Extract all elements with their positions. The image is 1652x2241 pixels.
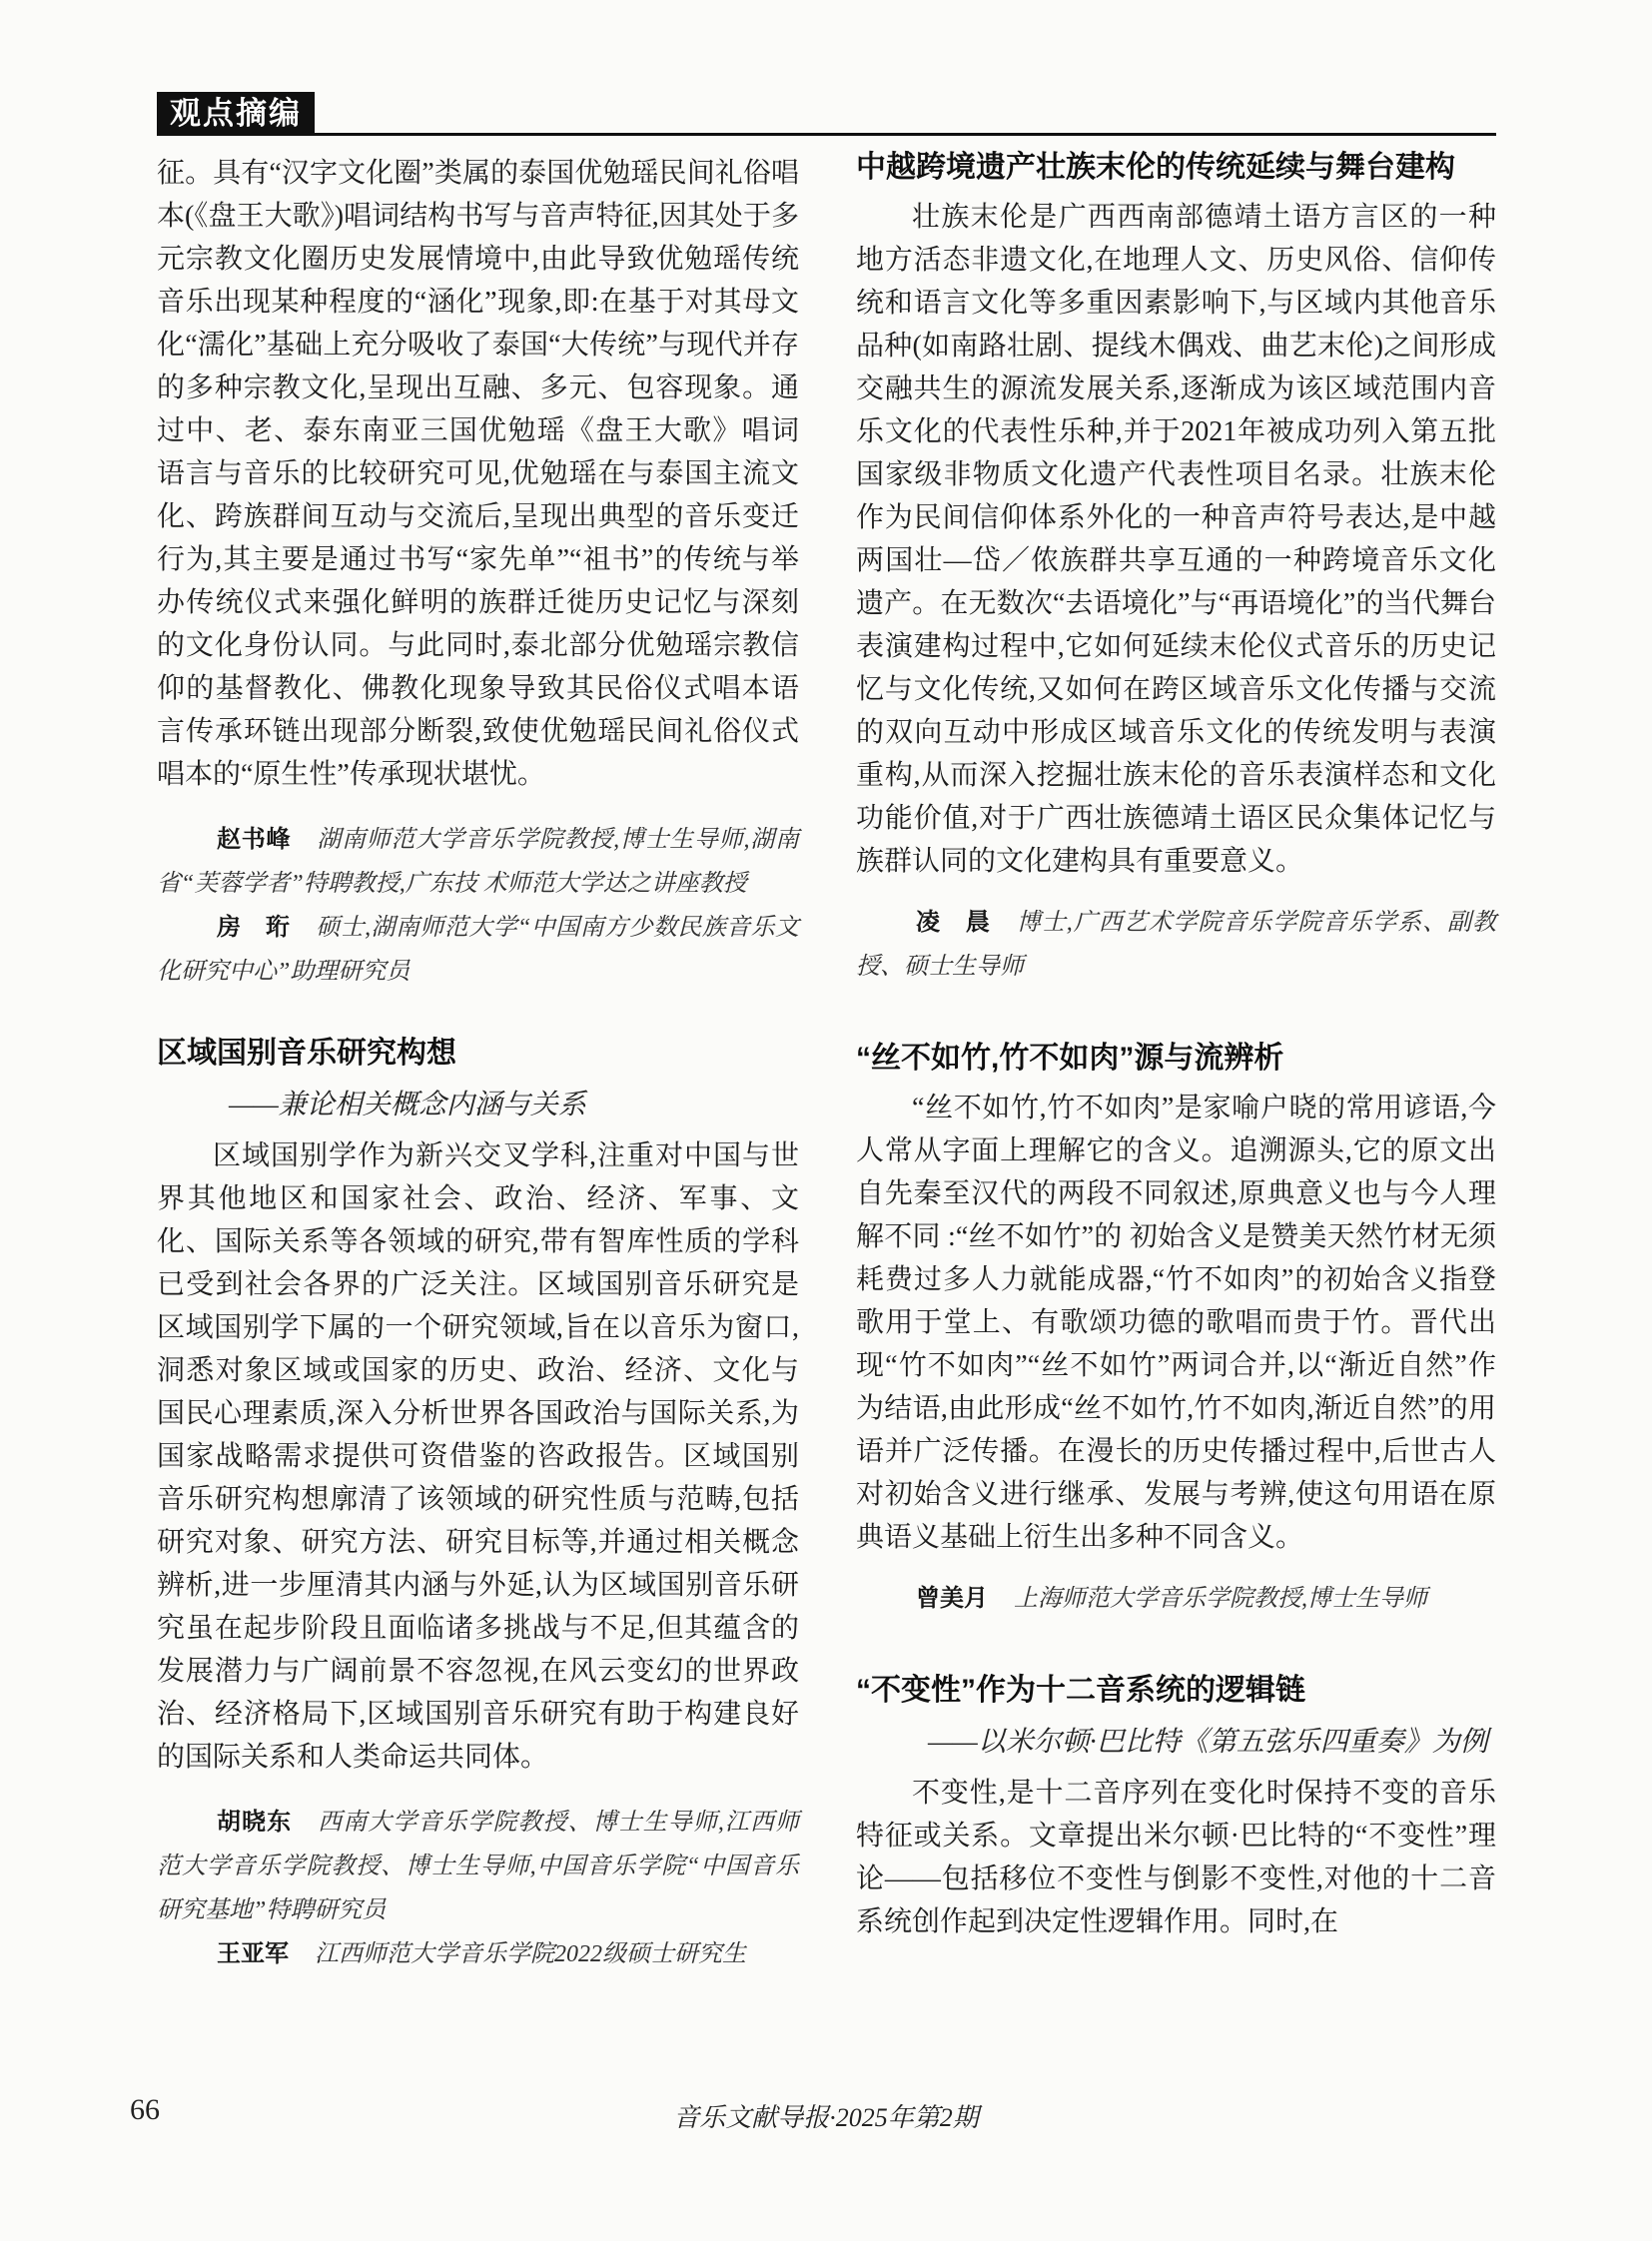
author-affiliation: 上海师范大学音乐学院教授,博士生导师 (1014, 1586, 1427, 1612)
author-affiliation: 硕士,湖南师范大学“中国南方少数民族音乐文化研究中心”助理研究员 (157, 915, 799, 985)
author-name: 房 珩 (217, 914, 291, 941)
left-column (157, 152, 799, 1976)
article-body: 征。具有“汉字文化圈”类属的泰国优勉瑶民间礼俗唱本(《盘王大歌》)唱词结构书写与音声特征,因其处于多元宗教文化圈历史发展情境中,由此导致优勉瑶传统音乐出现某种程度的“涵化”现象,即:在基于对其母文化“濡化”基础上充分吸收了泰国“大传统”与现代并存的多种宗教文化,呈现出互融、多元、包容现象。通过中、老、泰东南亚三国优勉瑶《盘王大歌》唱词语言与音乐的比较研究可见,优勉瑶在与泰国主流文化、跨族群间互动与交流后,呈现出典型的音乐变迁行为,其主要是通过书写“家先单”“祖书”的传统与举办传统仪式来强化鲜明的族群迁徙历史记忆与深刻的文化身份认同。与此同时,泰北部分优勉瑶宗教信仰的基督教化、佛教化现象导致其民俗仪式唱本语言传承环链出现部分断裂,致使优勉瑶民间礼俗仪式唱本的“原生性”传承现状堪忧。 (157, 158, 799, 790)
author-affiliation: 西南大学音乐学院教授、博士生导师,江西师范大学音乐学院教授、博士生导师,中国音乐学院“中国音乐研究基地”特聘研究员 (157, 1810, 800, 1923)
section-badge-label: 观点摘编 (170, 96, 302, 131)
article-subtitle: ——以米尔顿·巴比特《第五弦乐四重奏》为例 (928, 1727, 1488, 1758)
author-name: 赵书峰 (217, 826, 292, 853)
page-number: 66 (130, 2093, 160, 2126)
author-name: 曾美月 (916, 1585, 988, 1612)
author-entry (856, 901, 1496, 989)
author-entry (157, 906, 799, 994)
article-body: 区域国别学作为新兴交叉学科,注重对中国与世界其他地区和国家社会、政治、经济、军事、文化、国际关系等各领域的研究,带有智库性质的学科已受到社会各界的广泛关注。区域国别音乐研究是区域国别学下属的一个研究领域,旨在以音乐为窗口,洞悉对象区域或国家的历史、政治、经济、文化与国民心理素质,深入分析世界各国政治与国际关系,为国家战略需求提供可资借鉴的咨政报告。区域国别音乐研究构想廓清了该领域的研究性质与范畴,包括研究对象、研究方法、研究目标等,并通过相关概念辨析,进一步厘清其内涵与外延,认为区域国别音乐研究虽在起步阶段且面临诸多挑战与不足,但其蕴含的发展潜力与广阔前景不容忽视,在风云变幻的世界政治、经济格局下,区域国别音乐研究有助于构建良好的国际关系和人类命运共同体。 (157, 1140, 799, 1773)
article-title: “丝不如竹,竹不如肉”源与流辨析 (856, 1042, 1284, 1075)
article-body: 壮族末伦是广西西南部德靖土语方言区的一种地方活态非遗文化,在地理人文、历史风俗、信仰传统和语言文化等多重因素影响下,与区域内其他音乐品种(如南路壮剧、提线木偶戏、曲艺末伦)之间形成交融共生的源流发展关系,逐渐成为该区域范围内音乐文化的代表性乐种,并于2021年被成功列入第五批国家级非物质文化遗产代表性项目名录。壮族末伦作为民间信仰体系外化的一种音声符号表达,是中越两国壮—岱／侬族群共享互通的一种跨境音乐文化遗产。在无数次“去语境化”与“再语境化”的当代舞台表演建构过程中,它如何延续末伦仪式音乐的历史记忆与文化传统,又如何在跨区域音乐文化传播与交流的双向互动中形成区域音乐文化的传统发明与表演重构,从而深入挖掘壮族末伦的音乐表演样态和文化功能价值,对于广西壮族德靖土语区民众集体记忆与族群认同的文化建构具有重要意义。 (856, 202, 1496, 877)
author-block (856, 901, 1496, 989)
article-title: 区域国别音乐研究构想 (157, 1037, 456, 1070)
author-affiliation: 湖南师范大学音乐学院教授,博士生导师,湖南省“芙蓉学者”特聘教授,广东技 术师范大学达之讲座教授 (157, 827, 799, 897)
author-entry (157, 1801, 799, 1932)
header-rule (157, 133, 1496, 136)
author-affiliation: 江西师范大学音乐学院2022级硕士研究生 (315, 1941, 746, 1967)
journal-footer: 音乐文献导报·2025年第2期 (673, 2103, 979, 2132)
author-entry (157, 818, 799, 906)
section-badge (157, 92, 315, 136)
author-affiliation: 博士,广西艺术学院音乐学院音乐学系、副教授、硕士生导师 (856, 910, 1497, 980)
author-entry (157, 1932, 799, 1976)
article-body: “丝不如竹,竹不如肉”是家喻户晓的常用谚语,今人常从字面上理解它的含义。追溯源头,它的原文出自先秦至汉代的两段不同叙述,原典意义也与今人理解不同 :“丝不如竹”的 初始含义是赞美天然竹材无须耗费过多人力就能成器,“竹不如肉”的初始含义指登歌用于堂上、有歌颂功德的歌唱而贵于竹。晋代出现“竹不如肉”“丝不如竹”两词合并,以“渐近自然”作为结语,由此形成“丝不如竹,竹不如肉,渐近自然”的用语并广泛传播。在漫长的历史传播过程中,后世古人对初始含义进行继承、发展与考辨,使这句用语在原典语义基础上衍生出多种不同含义。 (856, 1093, 1496, 1553)
right-column (856, 148, 1496, 1943)
author-name: 胡晓东 (217, 1809, 293, 1836)
author-name: 凌 晨 (916, 909, 991, 936)
article-title: “不变性”作为十二音系统的逻辑链 (856, 1674, 1305, 1707)
author-name: 王亚军 (217, 1940, 289, 1967)
author-entry (856, 1577, 1496, 1621)
author-block (157, 1801, 799, 1976)
author-block (157, 818, 799, 994)
article-subtitle: ——兼论相关概念内涵与关系 (229, 1090, 586, 1120)
author-block (856, 1577, 1496, 1621)
article-title: 中越跨境遗产壮族末伦的传统延续与舞台建构 (856, 151, 1455, 184)
article-body: 不变性,是十二音序列在变化时保持不变的音乐特征或关系。文章提出米尔顿·巴比特的“不变性”理论——包括移位不变性与倒影不变性,对他的十二音系统创作起到决定性逻辑作用。同时,在 (856, 1778, 1496, 1937)
